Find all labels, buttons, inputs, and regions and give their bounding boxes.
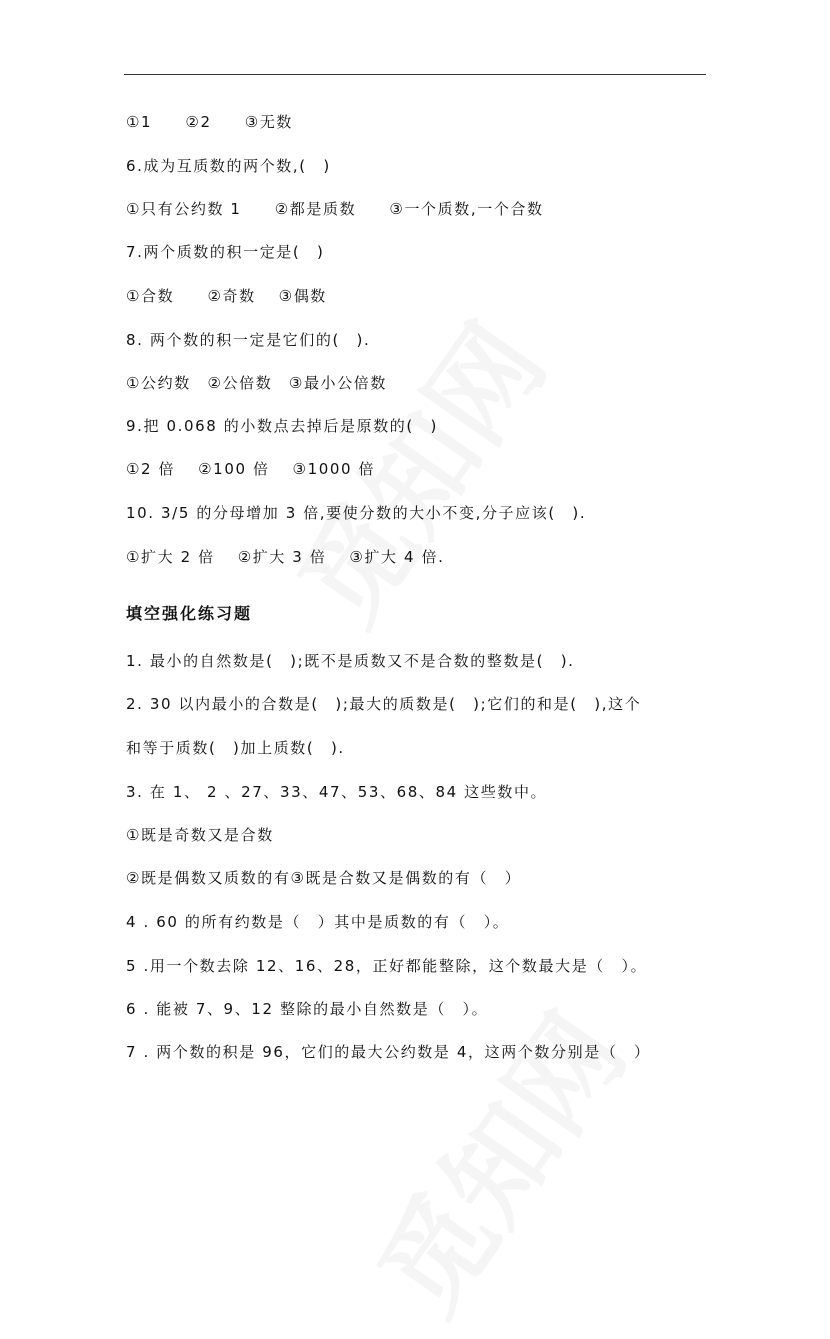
fill-question-2-cont: 和等于质数( )加上质数( ). <box>126 739 345 757</box>
section-heading: 填空强化练习题 <box>126 604 253 623</box>
question-9: 9.把 0.068 的小数点去掉后是原数的( ) <box>126 417 438 435</box>
options-q7: ①合数 ②奇数 ③偶数 <box>126 287 327 305</box>
question-10: 10. 3/5 的分母增加 3 倍,要使分数的大小不变,分子应该( ). <box>126 504 587 522</box>
fill-question-3-part-b: ②既是偶数又质数的有③既是合数又是偶数的有（ ） <box>126 869 522 887</box>
fill-question-2: 2. 30 以内最小的合数是( );最大的质数是( );它们的和是( ),这个 <box>126 695 642 713</box>
options-q8: ①公约数 ②公倍数 ③最小公倍数 <box>126 374 387 392</box>
header-rule <box>124 74 706 75</box>
options-q5: ①1 ②2 ③无数 <box>126 113 294 131</box>
fill-question-3: 3. 在 1、 2 、27、33、47、53、68、84 这些数中。 <box>126 783 548 801</box>
options-q6: ①只有公约数 1 ②都是质数 ③一个质数,一个合数 <box>126 200 544 218</box>
watermark <box>336 979 655 1339</box>
question-8: 8. 两个数的积一定是它们的( ). <box>126 331 371 349</box>
question-6: 6.成为互质数的两个数,( ) <box>126 157 331 175</box>
options-q10: ①扩大 2 倍 ②扩大 3 倍 ③扩大 4 倍. <box>126 548 445 566</box>
fill-question-5: 5 .用一个数去除 12、16、28，正好都能整除，这个数最大是（ ）。 <box>126 957 648 975</box>
fill-question-4: 4 . 60 的所有约数是（ ）其中是质数的有（ ）。 <box>126 913 510 931</box>
fill-question-3-part-a: ①既是奇数又是合数 <box>126 826 274 844</box>
options-q9: ①2 倍 ②100 倍 ③1000 倍 <box>126 460 376 478</box>
question-7: 7.两个质数的积一定是( ) <box>126 243 325 261</box>
fill-question-1: 1. 最小的自然数是( );既不是质数又不是合数的整数是( ). <box>126 652 575 670</box>
fill-question-7: 7 . 两个数的积是 96，它们的最大公约数是 4，这两个数分别是（ ） <box>126 1043 651 1061</box>
fill-question-6: 6 . 能被 7、9、12 整除的最小自然数是（ ）。 <box>126 1000 489 1018</box>
